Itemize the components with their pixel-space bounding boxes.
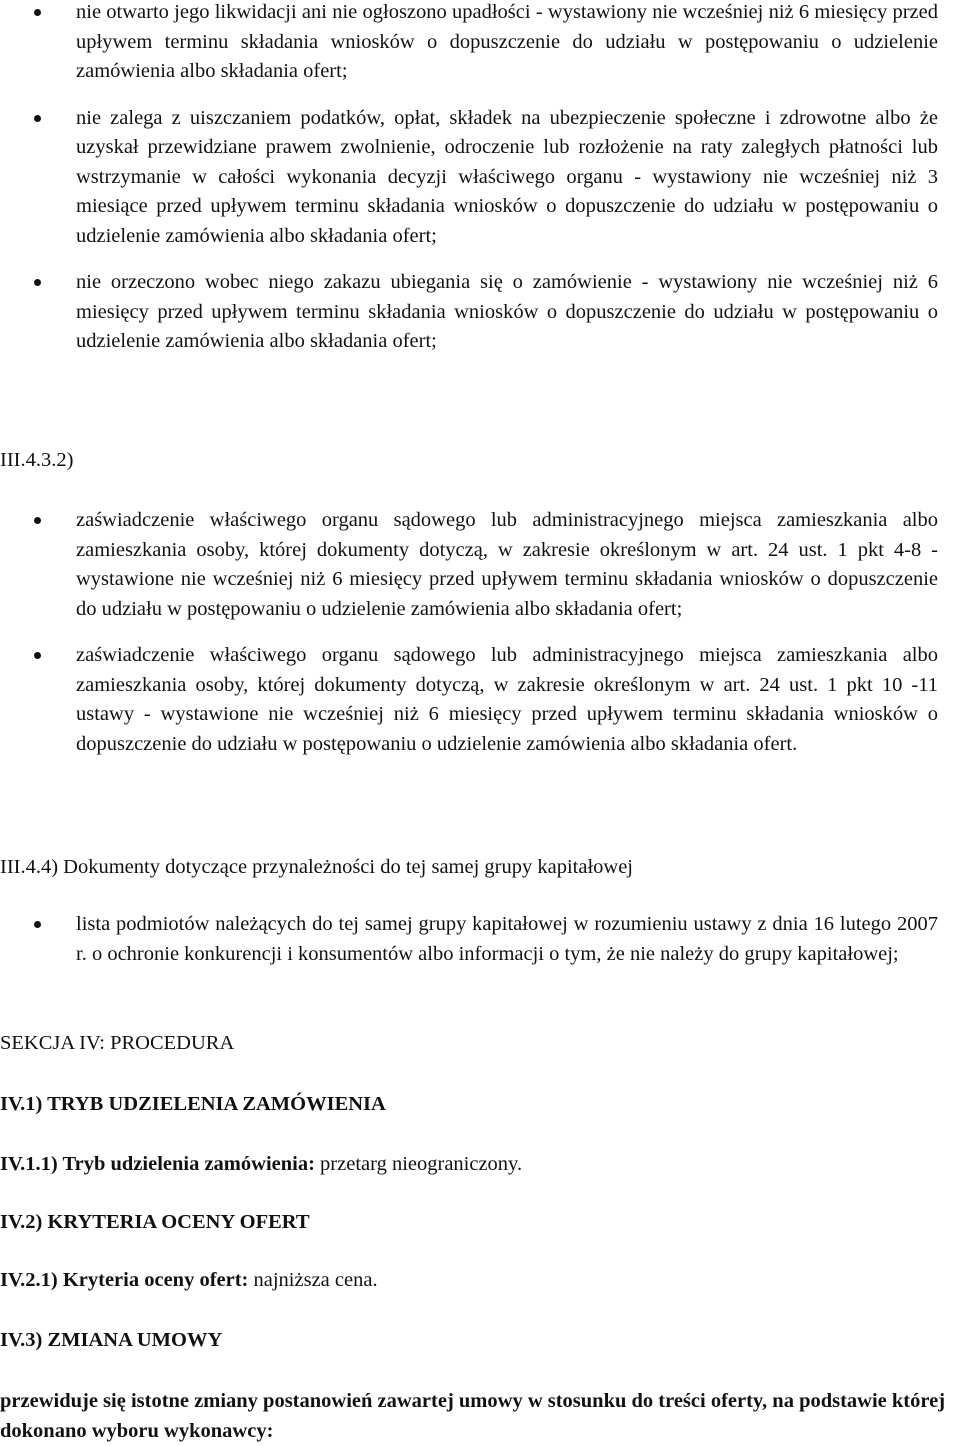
evaluation-criteria-value: najniższa cena. xyxy=(248,1269,378,1291)
list-item xyxy=(0,910,960,969)
list-item-text: nie orzeczono wobec niego zakazu ubiegania się o zamówienie - wystawiony nie wcześniej niż 6 miesięcy przed upływem terminu składania wniosków o dopuszczenie do udziału w postępowaniu o udzielenie zamówienia albo składania ofert; xyxy=(76,271,938,352)
bullet-icon xyxy=(34,921,41,928)
procedure-mode-value: przetarg nieograniczony. xyxy=(314,1153,523,1175)
contract-changes-text: przewiduje się istotne zmiany postanowień zawartej umowy w stosunku do treści oferty, na podstawie której dokonano wyboru wykonawcy: xyxy=(0,1390,946,1442)
list-item-text: nie otwarto jego likwidacji ani nie ogłoszono upadłości - wystawiony nie wcześniej niż 6 miesięcy przed upływem terminu składania wniosków o dopuszczenie do udziału w postępowaniu o udzielenie zamówienia albo składania ofert; xyxy=(76,1,938,82)
certificates-list xyxy=(0,506,960,759)
bullet-icon xyxy=(34,279,41,286)
requirements-list-top xyxy=(0,0,960,357)
list-item-text: lista podmiotów należących do tej samej grupy kapitałowej w rozumieniu ustawy z dnia 16 lutego 2007 r. o ochronie konkurencji i konsumentów albo informacji o tym, że nie należy do grupy kapitałowej; xyxy=(76,913,938,965)
section-heading-iii-4-4: III.4.4) Dokumenty dotyczące przynależności do tej samej grupy kapitałowej xyxy=(0,856,633,878)
bullet-icon xyxy=(34,9,41,16)
list-item xyxy=(0,104,960,252)
list-item xyxy=(0,506,960,624)
evaluation-criteria-line xyxy=(0,1266,378,1296)
section-label-iii-4-3-2: III.4.3.2) xyxy=(0,449,74,471)
procedure-mode-label: IV.1.1) Tryb udzielenia zamówienia: xyxy=(0,1153,315,1175)
heading-iv-2: IV.2) KRYTERIA OCENY OFERT xyxy=(0,1211,310,1233)
list-item-text: nie zalega z uiszczaniem podatków, opłat, składek na ubezpieczenie społeczne i zdrowotne albo że uzyskał przewidziane prawem zwolnienie, odroczenie lub rozłożenie na raty zaległych płatności lub wstrzymanie w całości wykonania decyzji właściwego organu - wystawiony nie wcześniej niż 3 miesiące przed upływem terminu składania wniosków o dopuszczenie do udziału w postępowaniu o udzielenie zamówienia albo składania ofert; xyxy=(76,106,938,247)
bullet-icon xyxy=(34,517,41,524)
list-item xyxy=(0,641,960,759)
section-title-iv: SEKCJA IV: PROCEDURA xyxy=(0,1032,235,1054)
list-item xyxy=(0,268,960,357)
bullet-icon xyxy=(34,652,41,659)
procedure-mode-line xyxy=(0,1150,522,1180)
list-item xyxy=(0,0,960,87)
list-item-text: zaświadczenie właściwego organu sądowego lub administracyjnego miejsca zamieszkania albo zamieszkania osoby, której dokumenty dotyczą, w zakresie określonym w art. 24 ust. 1 pkt 10 -11 ustawy - wystawione nie wcześniej niż 6 miesięcy przed upływem terminu składania wniosków o dopuszczenie do udziału w postępowaniu o udzielenie zamówienia albo składania ofert. xyxy=(76,644,938,755)
heading-iv-3: IV.3) ZMIANA UMOWY xyxy=(0,1329,223,1351)
capital-group-list xyxy=(0,910,960,969)
bullet-icon xyxy=(34,115,41,122)
heading-iv-1: IV.1) TRYB UDZIELENIA ZAMÓWIENIA xyxy=(0,1093,386,1115)
list-item-text: zaświadczenie właściwego organu sądowego lub administracyjnego miejsca zamieszkania albo zamieszkania osoby, której dokumenty dotyczą, w zakresie określonym w art. 24 ust. 1 pkt 4-8 - wystawione nie wcześniej niż 6 miesięcy przed upływem terminu składania wniosków o dopuszczenie do udziału w postępowaniu o udzielenie zamówienia albo składania ofert; xyxy=(76,509,938,620)
evaluation-criteria-label: IV.2.1) Kryteria oceny ofert: xyxy=(0,1269,249,1291)
